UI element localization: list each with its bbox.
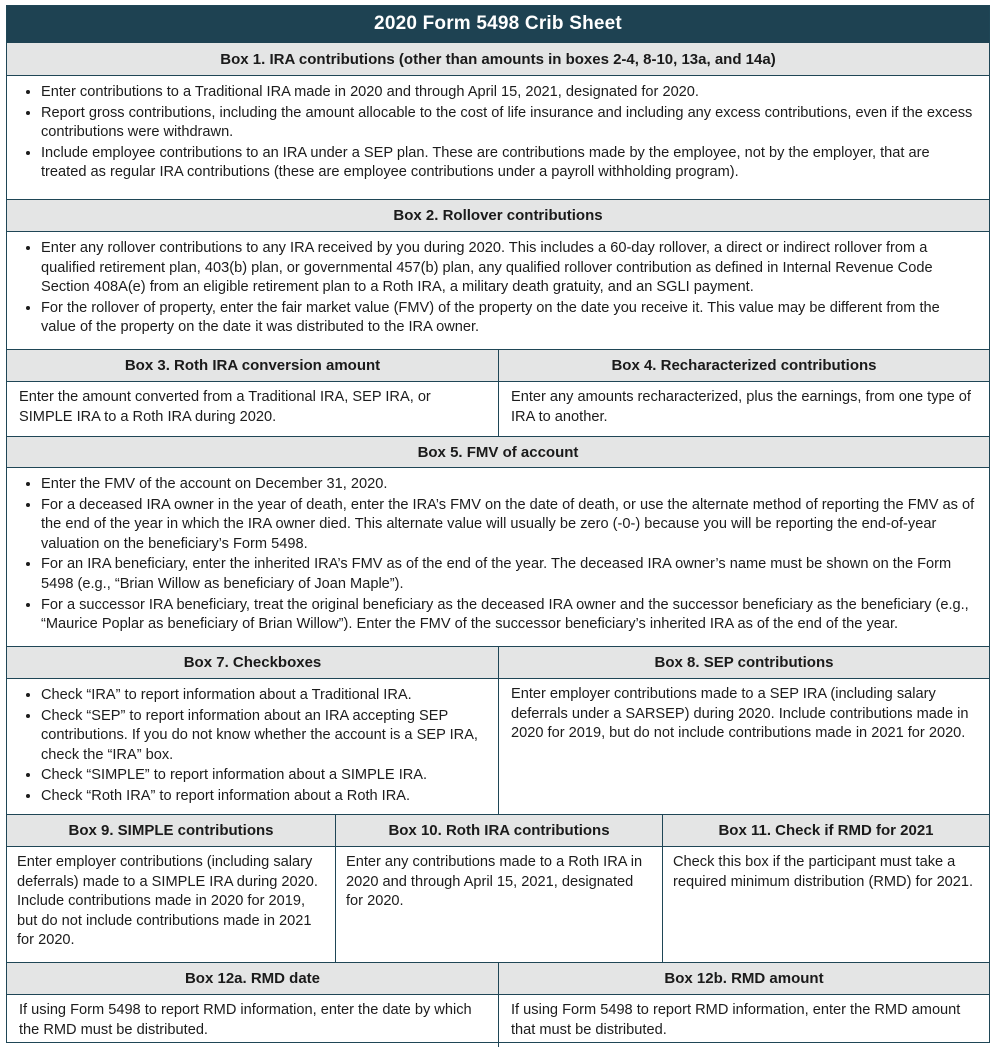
- box7-body: [7, 679, 498, 814]
- box12a-body: If using Form 5498 to report RMD information, enter the date by which the RMD must be distributed.: [19, 1002, 472, 1038]
- box2-bullet: • Enter any rollover contributions to any IRA received by you during 2020. This includes a 60-day rollover, a direct or indirect rollover from a qualified retirement plan, 403(b) plan, or governmental 457(b) plan, any qualified rollover contribution as defined in Internal Revenue Code Section 408A(e) from an eligible retirement plan to a Roth IRA, a military death gratuity, and an SGLI payment.: [41, 238, 977, 298]
- box12b-header: Box 12b. RMD amount: [499, 963, 989, 995]
- box7-bullet: • Check “SEP” to report information about an IRA accepting SEP contributions. If you do not know whether the account is a SEP IRA, check the “IRA” box.: [41, 706, 486, 766]
- box3-body: Enter the amount converted from a Traditional IRA, SEP IRA, or SIMPLE IRA to a Roth IRA during 2020.: [19, 389, 431, 425]
- box1-bullet: • Enter contributions to a Traditional IRA made in 2020 and through April 15, 2021, designated for 2020.: [41, 82, 977, 103]
- box10-body: Enter any contributions made to a Roth IRA in 2020 and through April 15, 2021, designated for 2020.: [346, 854, 643, 910]
- crib-sheet: [6, 5, 990, 1043]
- box8-body: Enter employer contributions made to a SEP IRA (including salary deferrals under a SARSEP) during 2020. Include contributions made in 2020 for 2019, but do not include contributions made in 2021 for 2020.: [511, 686, 969, 742]
- box9-header: Box 9. SIMPLE contributions: [7, 815, 335, 847]
- box9-body: Enter employer contributions (including salary deferrals) made to a SIMPLE IRA during 2020. Include contributions made in 2020 for 2019, but do not include contributions made in 2021 for 2020.: [17, 854, 318, 949]
- box1-section: [7, 43, 989, 200]
- box10-header: Box 10. Roth IRA contributions: [336, 815, 662, 847]
- box11-body: Check this box if the participant must take a required minimum distribution (RMD) for 2021.: [673, 854, 974, 890]
- box4-body: Enter any amounts recharacterized, plus the earnings, from one type of IRA to another.: [511, 389, 971, 425]
- box12b-body: If using Form 5498 to report RMD information, enter the RMD amount that must be distributed.: [511, 1002, 961, 1038]
- box1-bullet: • Include employee contributions to an IRA under a SEP plan. These are contributions made by the employee, not by the employer, that are treated as regular IRA contributions (these are employee contributions under a payroll withholding program).: [41, 143, 977, 183]
- box11-header: Box 11. Check if RMD for 2021: [663, 815, 989, 847]
- box5-bullet: • For a successor IRA beneficiary, treat the original beneficiary as the deceased IRA owner and the successor beneficiary as the beneficiary (e.g., “Maurice Poplar as beneficiary of Brian Willow”). Enter the FMV of the successor beneficiary’s inherited IRA as of the end of the year.: [41, 595, 977, 635]
- sheet-title: 2020 Form 5498 Crib Sheet: [7, 6, 989, 43]
- box4-header: Box 4. Recharacterized contributions: [499, 350, 989, 382]
- box12-section: [7, 963, 989, 1047]
- box3-header: Box 3. Roth IRA conversion amount: [7, 350, 498, 382]
- box2-header: Box 2. Rollover contributions: [7, 200, 989, 232]
- box9-box10-box11-section: [7, 815, 989, 963]
- box3-box4-section: [7, 350, 989, 437]
- box12a-header: Box 12a. RMD date: [7, 963, 498, 995]
- box5-section: [7, 437, 989, 647]
- box7-header: Box 7. Checkboxes: [7, 647, 498, 679]
- box8-header: Box 8. SEP contributions: [499, 647, 989, 679]
- box2-section: [7, 200, 989, 350]
- box5-body: [7, 468, 989, 646]
- box1-header: Box 1. IRA contributions (other than amounts in boxes 2-4, 8-10, 13a, and 14a): [7, 43, 989, 76]
- box5-bullet: • For an IRA beneficiary, enter the inherited IRA’s FMV as of the end of the year. The deceased IRA owner’s name must be shown on the Form 5498 (e.g., “Brian Willow as beneficiary of Joan Maple”).: [41, 554, 977, 594]
- box5-header: Box 5. FMV of account: [7, 437, 989, 468]
- box7-bullet: • Check “SIMPLE” to report information about a SIMPLE IRA.: [41, 765, 486, 786]
- box1-bullet: • Report gross contributions, including the amount allocable to the cost of life insurance and including any excess contributions, even if the excess contributions were withdrawn.: [41, 103, 977, 143]
- box2-body: [7, 232, 989, 349]
- box1-body: [7, 76, 989, 199]
- box5-bullet: • Enter the FMV of the account on December 31, 2020.: [41, 474, 977, 495]
- box2-bullet: • For the rollover of property, enter the fair market value (FMV) of the property on the date you receive it. This value may be different from the value of the property on the date it was distributed to the IRA owner.: [41, 298, 977, 338]
- box5-bullet: • For a deceased IRA owner in the year of death, enter the IRA’s FMV on the date of death, or use the alternate method of reporting the FMV as of the end of the year in which the IRA owner died. This alternate value will usually be zero (-0-) because you will be reporting the end-of-year valuation on the beneficiary’s Form 5498.: [41, 495, 977, 555]
- box7-box8-section: [7, 647, 989, 815]
- box7-bullet: • Check “IRA” to report information about a Traditional IRA.: [41, 685, 486, 706]
- box7-bullet: • Check “Roth IRA” to report information about a Roth IRA.: [41, 786, 486, 807]
